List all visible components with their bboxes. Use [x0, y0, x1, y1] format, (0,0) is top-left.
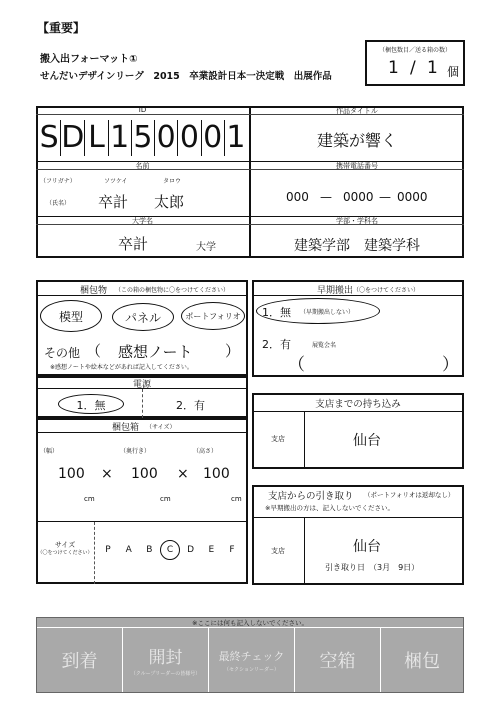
format-title: 搬入出フォーマット①	[40, 54, 138, 65]
name-label: 名前	[135, 162, 150, 170]
box-depth-unit: cm	[160, 495, 171, 503]
power-opt2-label[interactable]: 2．有	[176, 399, 205, 412]
office-cell-label: 最終チェック	[218, 649, 285, 663]
id-char: 1	[226, 120, 246, 155]
package-count-unit: 個	[447, 65, 460, 79]
other-note: ※感想ノートや絵本などがあれば記入してください。	[50, 364, 193, 371]
dept-label: 学部・学科名	[336, 217, 378, 225]
box-height-unit: cm	[231, 495, 242, 503]
office-cell-label: 到着	[61, 651, 98, 672]
branch-in-value[interactable]: 仙台	[353, 433, 381, 449]
box-size-block	[36, 418, 248, 584]
branch-out-title-note: （ポートフォリオは返却なし）	[364, 491, 455, 499]
exhibit-close-paren: ）	[442, 355, 459, 375]
packing-note: （この箱の梱包物に〇をつけてください）	[115, 287, 230, 294]
event-line: せんだいデザインリーグ 2015 卒業設計日本一決定戦 出展作品	[40, 71, 332, 82]
other-value[interactable]: 感想ノート	[118, 343, 193, 361]
power-title: 電源	[132, 380, 151, 390]
box-note: （サイズ）	[146, 424, 176, 431]
important-label: 【重要】	[37, 21, 86, 35]
package-count-separator: /	[410, 58, 416, 78]
id-char: 0	[178, 120, 201, 156]
size-option-f[interactable]: F	[229, 545, 235, 555]
phone-part-1[interactable]: 000	[286, 190, 309, 204]
office-cell-empty-box	[295, 628, 381, 692]
box-depth-label: （奥行き）	[120, 448, 151, 455]
phone-dash-2: —	[379, 190, 391, 204]
dept-value[interactable]: 建築学部 建築学科	[294, 238, 420, 254]
packing-panel-label: パネル	[124, 311, 161, 325]
id-char: 0	[155, 120, 178, 156]
furigana-family[interactable]: ソツケイ	[104, 178, 128, 185]
branch-in-title: 支店までの持ち込み	[315, 399, 401, 410]
size-selected-circle	[160, 540, 180, 560]
box-height-label: （高さ）	[193, 448, 218, 455]
box-times-1: ×	[101, 466, 113, 482]
phone-part-2[interactable]: 0000	[343, 190, 374, 204]
box-depth-value[interactable]: 100	[131, 466, 158, 482]
id-label: ID	[138, 106, 147, 114]
other-label: その他	[44, 346, 81, 360]
size-option-p[interactable]: P	[105, 545, 111, 555]
box-title: 梱包箱	[112, 423, 140, 433]
office-cell-label: 空箱	[319, 651, 356, 672]
office-cell-pack	[381, 628, 463, 692]
other-open-paren: （	[86, 342, 102, 360]
box-height-value[interactable]: 100	[203, 466, 230, 482]
box-width-label: （幅）	[40, 448, 59, 455]
early-opt2-label[interactable]: 2．有	[262, 338, 291, 351]
package-count-caption: （梱包数目／送る箱の数）	[378, 47, 451, 54]
early-opt1-note: （早期搬出しない）	[300, 309, 355, 316]
title-label: 作品タイトル	[336, 107, 378, 115]
early-title: 早期搬出	[317, 286, 354, 296]
branch-out-note: ※早期搬出の方は、記入しないでください。	[265, 504, 394, 512]
phone-dash-1: —	[320, 190, 332, 204]
early-note: （〇をつけてください）	[353, 287, 420, 294]
univ-label: 大学名	[132, 217, 153, 225]
branch-out-value[interactable]: 仙台	[353, 539, 381, 555]
other-close-paren: ）	[225, 342, 241, 360]
early-opt1-label: 1．無	[262, 306, 291, 319]
name-given[interactable]: 太郎	[154, 193, 185, 211]
office-cell-sub: （クループリーダーの皆様号）	[130, 671, 201, 677]
phone-label: 携帯電話番号	[336, 162, 378, 170]
package-count-current[interactable]: 1	[388, 58, 399, 78]
packing-portfolio-label: ポートフォリオ	[185, 312, 241, 321]
shimei-label: （氏名）	[46, 200, 71, 207]
packing-model-label: 模型	[58, 310, 83, 324]
box-width-value[interactable]: 100	[58, 466, 85, 482]
box-width-unit: cm	[84, 495, 95, 503]
size-option-c[interactable]: C	[166, 545, 174, 555]
id-char: L	[85, 120, 108, 156]
id-value[interactable]	[38, 120, 247, 156]
package-count-total[interactable]: 1	[427, 58, 438, 78]
size-option-a[interactable]: A	[125, 545, 132, 555]
office-cell-label: 梱包	[404, 651, 440, 672]
size-label: サイズ	[54, 541, 76, 549]
size-option-b[interactable]: B	[146, 545, 153, 555]
furigana-label: （フリガナ）	[40, 178, 76, 185]
size-option-e[interactable]: E	[208, 545, 215, 555]
pickup-date[interactable]: 引き取り日 （3月 9日）	[325, 563, 420, 572]
packing-title: 梱包物	[80, 286, 108, 296]
title-value[interactable]: 建築が響く	[316, 131, 397, 150]
office-cell-unpack	[123, 628, 209, 692]
name-family[interactable]: 卒計	[98, 193, 129, 211]
id-char: 5	[132, 120, 155, 156]
branch-in-label: 支店	[271, 435, 285, 443]
id-char: S	[38, 120, 61, 156]
office-cell-final-check	[209, 628, 295, 692]
univ-name[interactable]: 卒計	[118, 235, 149, 253]
office-cell-label: 開封	[148, 648, 183, 668]
box-times-2: ×	[177, 466, 189, 482]
furigana-given[interactable]: タロウ	[163, 178, 182, 185]
size-note: （〇をつけてください）	[37, 550, 93, 556]
branch-out-title: 支店からの引き取り	[268, 491, 354, 502]
office-use-note: ※ここには何も記入しないでください。	[192, 619, 308, 627]
office-cell-sub: （セクションリーダー）	[224, 666, 279, 673]
power-opt1-label: 1．無	[76, 399, 106, 412]
exhibit-label: 展覧会名	[312, 342, 337, 349]
phone-part-3[interactable]: 0000	[397, 190, 428, 204]
size-option-d[interactable]: D	[187, 545, 195, 555]
office-cell-arrival	[37, 628, 123, 692]
id-char: 0	[202, 120, 225, 156]
univ-suffix: 大学	[196, 242, 216, 253]
id-char: D	[61, 120, 85, 155]
id-char: 1	[109, 120, 132, 156]
branch-out-label: 支店	[271, 547, 285, 555]
exhibit-open-paren: （	[288, 355, 305, 375]
